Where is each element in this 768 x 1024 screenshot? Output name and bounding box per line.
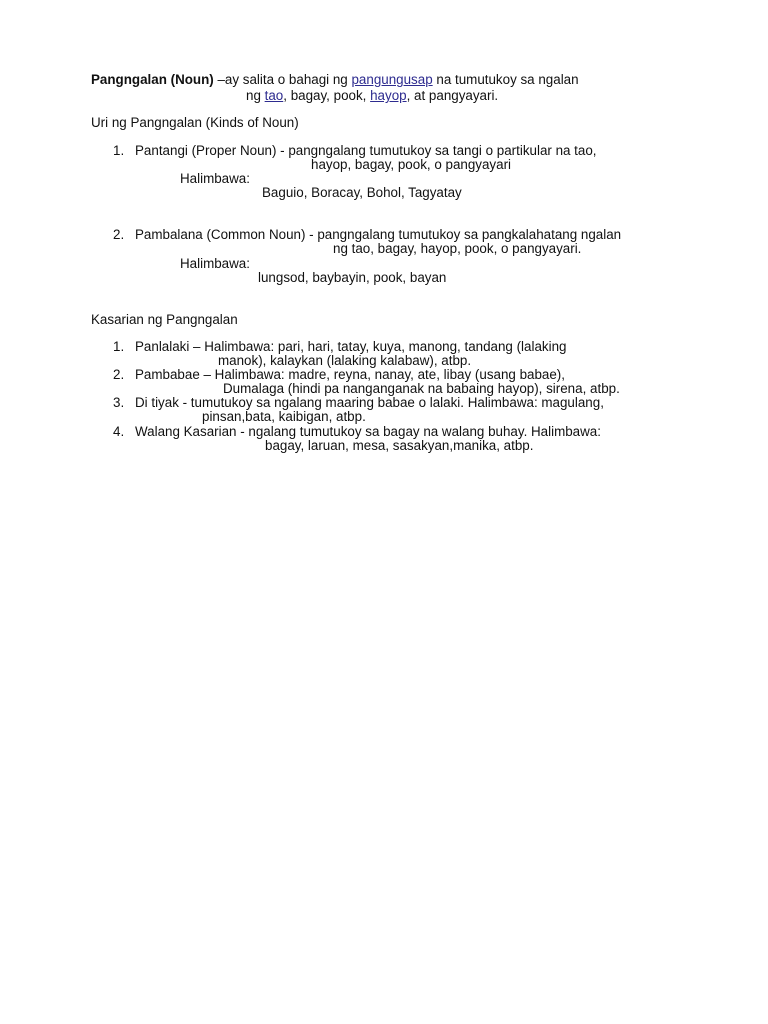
list-text: Di tiyak - tumutukoy sa ngalang maaring babae o lalaki. Halimbawa: magulang, [135,395,604,410]
list-text: Pantangi (Proper Noun) - pangngalang tumutukoy sa tangi o partikular na tao, [135,143,597,158]
kinds-item-1-line-2: hayop, bagay, pook, o pangyayari [311,157,512,172]
list-number: 2. [113,367,125,382]
list-text: Pambalana (Common Noun) - pangngalang tumutukoy sa pangkalahatang ngalan [135,227,622,242]
list-number: 1. [113,143,125,158]
definition-line-1 [91,72,579,87]
link-tao[interactable]: tao [264,88,284,103]
list-text: Panlalaki – Halimbawa: pari, hari, tatay, kuya, manong, tandang (lalaking [135,339,567,354]
definition-text-2: na tumutukoy sa ngalan [432,72,579,87]
list-number: 2. [113,227,125,242]
list-number: 3. [113,395,125,410]
list-text: Walang Kasarian - ngalang tumutukoy sa bagay na walang buhay. Halimbawa: [135,424,601,439]
definition-line-2 [246,88,498,103]
gender-item-3-line-1 [113,395,604,410]
kinds-item-1-example-label: Halimbawa: [180,171,250,186]
gender-item-1-line-2: manok), kalaykan (lalaking kalabaw), atbp. [218,353,472,368]
gender-heading: Kasarian ng Pangngalan [91,312,238,327]
kinds-item-2-examples: lungsod, baybayin, pook, bayan [258,270,447,285]
kinds-heading: Uri ng Pangngalan (Kinds of Noun) [91,115,299,130]
kinds-item-2-example-label: Halimbawa: [180,256,250,271]
gender-item-3-line-2: pinsan,bata, kaibigan, atbp. [202,409,366,424]
gender-item-4-line-2: bagay, laruan, mesa, sasakyan,manika, atbp. [265,438,534,453]
gender-item-1-line-1 [113,339,566,354]
link-pangungusap[interactable]: pangungusap [351,72,433,87]
gender-item-4-line-1 [113,424,601,439]
list-number: 4. [113,424,125,439]
definition-text-1: –ay salita o bahagi ng [213,72,352,87]
definition-text-3: ng [246,88,265,103]
definition-text-4: , bagay, pook, [283,88,371,103]
link-hayop[interactable]: hayop [370,88,407,103]
term-title: Pangngalan (Noun) [91,72,214,87]
list-text: Pambabae – Halimbawa: madre, reyna, nanay, ate, libay (usang babae), [135,367,565,382]
kinds-item-1-examples: Baguio, Boracay, Bohol, Tagyatay [262,185,462,200]
gender-item-2-line-2: Dumalaga (hindi pa nanganganak na babaing hayop), sirena, atbp. [223,381,620,396]
kinds-item-2-line-2: ng tao, bagay, hayop, pook, o pangyayari. [333,241,582,256]
kinds-item-1-line-1 [113,143,597,158]
list-number: 1. [113,339,125,354]
gender-item-2-line-1 [113,367,565,382]
definition-text-5: , at pangyayari. [406,88,499,103]
kinds-item-2-line-1 [113,227,621,242]
